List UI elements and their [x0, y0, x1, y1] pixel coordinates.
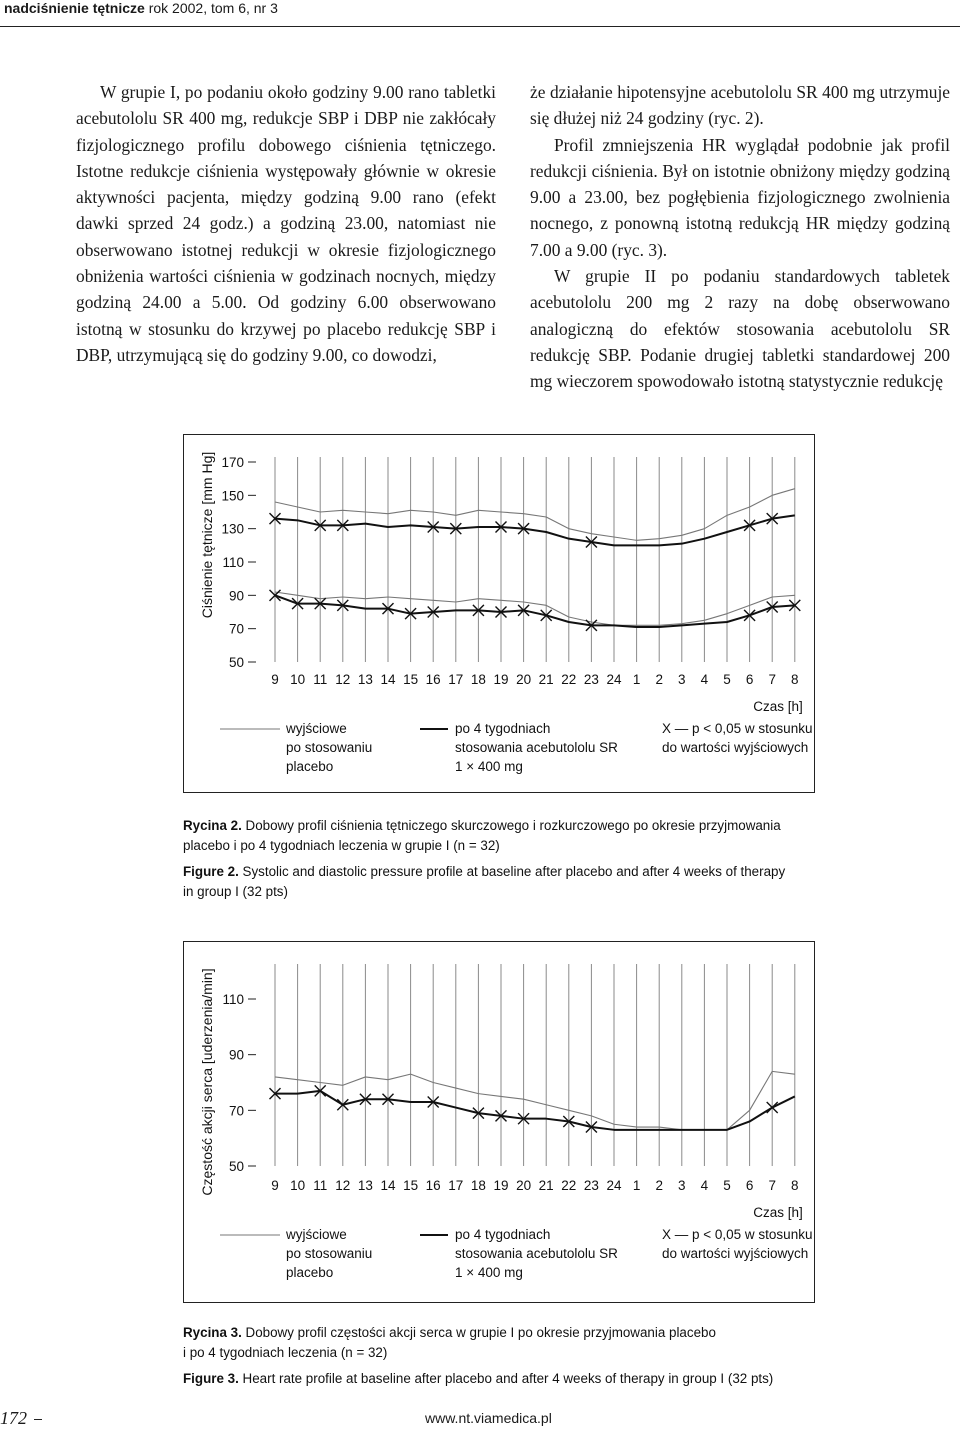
legend-label-treated: stosowania acebutololu SR	[455, 740, 618, 755]
x-tick-label: 6	[745, 1178, 754, 1193]
y-tick-label: 70	[228, 621, 244, 637]
y-axis-label: Częstość akcji serca [uderzenia/min]	[199, 968, 215, 1196]
paragraph: Profil zmniejszenia HR wyglądał podobnie jak profil redukcji ciśnienia. Był on istotnie obniżony między godziną 9.00 a 23.00, bez pogłębienia fizjologicznego zwolnienia nocnego, z ponowną istotną redukcją HR między godziną 7.00 a 9.00 (ryc. 3).	[530, 134, 950, 260]
series-line-treated	[275, 595, 795, 627]
y-tick-label: 70	[228, 1103, 244, 1119]
x-tick-label: 13	[357, 1178, 373, 1193]
figure-2-chart	[184, 435, 814, 792]
y-tick-label: 130	[221, 521, 244, 537]
y-tick-label: 170	[221, 455, 244, 470]
legend-label-baseline: po stosowaniu	[286, 740, 373, 755]
paragraph: W grupie I, po podaniu około godziny 9.00 rano tabletki acebutololu SR 400 mg, redukcje SBP i DBP nie zakłócały fizjologicznego profilu dobowego ciśnienia tętniczego. Istotne redukcje ciśnienia występowały głównie w okresie aktywności pacjenta, między godziną 9.00 rano (efekt dawki sprzed 24 godz.) a godziną 23.00, natomiast nie obserwowano istotnej redukcji w okresie fizjologicznego obniżenia wartości ciśnienia w godzinach nocnych, między godziną 24.00 a 5.00. Od godziny 6.00 obserwowano istotną w stosunku do krzywej po placebo redukcję SBP i DBP, utrzymującą się do godziny 9.00, co dowodzi,	[76, 82, 496, 365]
x-axis-label: Czas [h]	[753, 699, 803, 714]
caption-label: Figure 2.	[183, 864, 239, 879]
x-tick-label: 16	[425, 672, 441, 687]
x-tick-label: 5	[723, 672, 731, 687]
x-tick-label: 22	[561, 672, 577, 687]
legend-label-baseline: wyjściowe	[286, 1227, 347, 1242]
x-tick-label: 4	[700, 672, 709, 687]
caption-text: in group I (32 pts)	[183, 884, 288, 899]
caption-text: Heart rate profile at baseline after placebo and after 4 weeks of therapy in group I (32 pts)	[242, 1371, 774, 1386]
legend-label-baseline: placebo	[286, 759, 334, 774]
paragraph: W grupie II po podaniu standardowych tabletek acebutololu 200 mg 2 razy na dobę obserwowano analogiczną do efektów stosowania acebutololu SR redukcję SBP. Podanie drugiej tabletki standardowej 200 mg wieczorem spowodowało istotną statystycznie redukcję	[530, 266, 950, 392]
x-tick-label: 9	[271, 1178, 279, 1193]
series-line-treated	[275, 1091, 795, 1130]
x-tick-label: 17	[448, 1178, 464, 1193]
x-tick-label: 21	[538, 672, 554, 687]
x-tick-label: 14	[380, 672, 396, 687]
caption-text: placebo i po 4 tygodniach leczenia w grupie I (n = 32)	[183, 838, 500, 853]
x-tick-label: 1	[632, 672, 641, 687]
legend-label-treated: po 4 tygodniach	[455, 721, 551, 736]
y-tick-label: 50	[228, 655, 244, 670]
x-tick-label: 20	[516, 1178, 532, 1193]
x-tick-label: 23	[583, 1178, 599, 1193]
x-tick-label: 23	[583, 672, 599, 687]
caption-label: Rycina 3.	[183, 1325, 242, 1340]
x-tick-label: 21	[538, 1178, 554, 1193]
caption-text: Dobowy profil ciśnienia tętniczego skurczowego i rozkurczowego po okresie przyjmowania	[245, 818, 781, 833]
legend-label-significance: do wartości wyjściowych	[662, 740, 809, 755]
caption-label: Figure 3.	[183, 1371, 239, 1386]
figure-2-box	[183, 434, 815, 793]
journal-title: nadciśnienie tętnicze	[4, 0, 145, 16]
legend-label-baseline: placebo	[286, 1265, 334, 1280]
x-tick-label: 2	[655, 1178, 663, 1193]
legend-label-treated: po 4 tygodniach	[455, 1227, 551, 1242]
figure-2-caption	[183, 816, 843, 902]
x-tick-label: 15	[403, 672, 419, 687]
legend-label-significance: do wartości wyjściowych	[662, 1246, 809, 1261]
figure-3-caption	[183, 1323, 843, 1389]
y-tick-label: 110	[222, 992, 244, 1007]
body-column-left	[76, 79, 496, 368]
legend-label-significance: X — p < 0,05 w stosunku	[662, 1227, 813, 1242]
y-tick-label: 150	[221, 488, 244, 504]
legend-label-baseline: wyjściowe	[286, 721, 347, 736]
x-tick-label: 15	[403, 1178, 419, 1193]
caption-label: Rycina 2.	[183, 818, 242, 833]
x-tick-label: 5	[723, 1178, 731, 1193]
x-tick-label: 19	[493, 672, 509, 687]
x-tick-label: 22	[561, 1178, 577, 1193]
page-number: 172	[0, 1408, 27, 1428]
x-tick-label: 20	[516, 672, 532, 687]
x-tick-label: 6	[745, 672, 754, 687]
x-tick-label: 11	[313, 672, 328, 687]
x-tick-label: 12	[335, 1178, 351, 1193]
x-tick-label: 24	[606, 1178, 622, 1193]
x-tick-label: 10	[290, 672, 306, 687]
legend-label-significance: X — p < 0,05 w stosunku	[662, 721, 813, 736]
x-tick-label: 7	[768, 672, 776, 687]
figure-3-chart	[184, 942, 814, 1302]
page-number-rule	[34, 1419, 42, 1420]
series-line-baseline	[275, 489, 795, 541]
x-tick-label: 14	[380, 1178, 396, 1193]
legend-label-treated: stosowania acebutololu SR	[455, 1246, 618, 1261]
x-tick-label: 1	[632, 1178, 641, 1193]
x-tick-label: 10	[290, 1178, 306, 1193]
x-tick-label: 8	[791, 1178, 799, 1193]
series-line-baseline	[275, 592, 795, 625]
x-tick-label: 4	[700, 1178, 709, 1193]
x-axis-label: Czas [h]	[753, 1205, 803, 1220]
x-tick-label: 8	[791, 672, 799, 687]
caption-text: Dobowy profil częstości akcji serca w grupie I po okresie przyjmowania placebo	[245, 1325, 716, 1340]
issue-info: rok 2002, tom 6, nr 3	[148, 0, 278, 16]
x-tick-label: 17	[448, 672, 464, 687]
x-tick-label: 18	[470, 672, 486, 687]
caption-text: Systolic and diastolic pressure profile at baseline after placebo and after 4 weeks of therapy	[242, 864, 786, 879]
paragraph: że działanie hipotensyjne acebutololu SR 400 mg utrzymuje się dłużej niż 24 godziny (ryc. 2).	[530, 82, 950, 129]
x-tick-label: 11	[313, 1178, 328, 1193]
caption-text: i po 4 tygodniach leczenia (n = 32)	[183, 1345, 388, 1360]
legend-label-treated: 1 × 400 mg	[455, 1265, 523, 1280]
x-tick-label: 24	[606, 672, 622, 687]
x-tick-label: 9	[271, 672, 279, 687]
x-tick-label: 2	[655, 672, 663, 687]
body-column-right	[530, 79, 950, 395]
x-tick-label: 12	[335, 672, 351, 687]
y-axis-label: Ciśnienie tętnicze [mm Hg]	[199, 451, 215, 619]
y-tick-label: 110	[222, 555, 244, 570]
y-tick-label: 50	[228, 1159, 244, 1174]
figure-3-box	[183, 941, 815, 1303]
running-header	[0, 0, 960, 27]
x-tick-label: 3	[678, 672, 686, 687]
x-tick-label: 18	[470, 1178, 486, 1193]
series-line-treated	[275, 515, 795, 545]
legend-label-treated: 1 × 400 mg	[455, 759, 523, 774]
y-tick-label: 90	[228, 588, 244, 604]
x-tick-label: 3	[678, 1178, 686, 1193]
y-tick-label: 90	[228, 1047, 244, 1063]
legend-label-baseline: po stosowaniu	[286, 1246, 373, 1261]
x-tick-label: 7	[768, 1178, 776, 1193]
x-tick-label: 19	[493, 1178, 509, 1193]
footer-url: www.nt.viamedica.pl	[425, 1410, 552, 1426]
series-line-baseline	[275, 1071, 795, 1129]
x-tick-label: 16	[425, 1178, 441, 1193]
x-tick-label: 13	[357, 672, 373, 687]
